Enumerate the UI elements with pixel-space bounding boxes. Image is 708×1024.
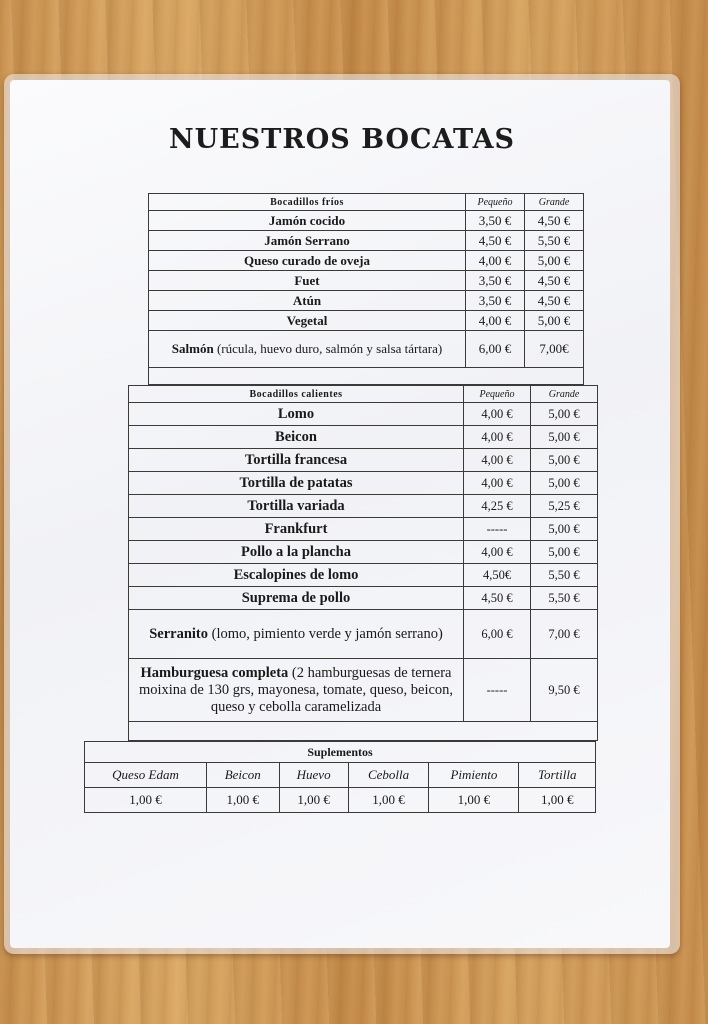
cold-section-title: Bocadillos fríos	[149, 194, 466, 211]
supplement-price: 1,00 €	[279, 788, 348, 813]
hot-item-name	[129, 426, 464, 449]
item-title: Fuet	[294, 272, 320, 288]
hot-sandwiches-table	[128, 385, 598, 741]
item-title: Queso curado de oveja	[243, 252, 371, 268]
cold-price-small: 6,00 €	[466, 331, 525, 368]
hot-item-name	[129, 449, 464, 472]
item-title: Salmón	[171, 341, 214, 356]
hot-price-large: 5,00 €	[531, 518, 598, 541]
cold-item-row	[149, 211, 584, 231]
item-description: (2 hamburguesas de ternera moixina de 130 grs, mayonesa, tomate, queso, beicon, queso y cebolla caramelizada	[138, 664, 454, 715]
cold-item-row	[149, 331, 584, 368]
cold-item-name	[149, 211, 466, 231]
cold-price-small: 3,50 €	[466, 291, 525, 311]
cold-price-large: 4,50 €	[525, 271, 584, 291]
cold-item-name	[149, 231, 466, 251]
hot-price-small: -----	[464, 659, 531, 722]
cold-price-large: 4,50 €	[525, 291, 584, 311]
item-title: Pollo a la plancha	[241, 543, 351, 560]
hot-price-small: 4,00 €	[464, 541, 531, 564]
cold-item-name	[149, 311, 466, 331]
hot-item-name	[129, 472, 464, 495]
menu-title: NUESTROS BOCATAS	[168, 124, 516, 155]
item-title: Tortilla francesa	[244, 451, 348, 468]
hot-item-row	[129, 564, 598, 587]
hot-price-large: 9,50 €	[531, 659, 598, 722]
hot-price-large: 5,50 €	[531, 564, 598, 587]
cold-price-small: 3,50 €	[466, 271, 525, 291]
cold-price-large: 5,00 €	[525, 311, 584, 331]
hot-item-row	[129, 659, 598, 722]
supplement-price: 1,00 €	[206, 788, 279, 813]
hot-item-row	[129, 472, 598, 495]
hot-header-row	[129, 386, 598, 403]
cold-item-row	[149, 291, 584, 311]
item-title: Tortilla de patatas	[239, 474, 353, 491]
supplement-name: Pimiento	[429, 763, 519, 788]
supplements-title-row	[85, 742, 596, 763]
cold-item-row	[149, 311, 584, 331]
supplement-name: Beicon	[206, 763, 279, 788]
menu-sheet	[84, 124, 600, 813]
item-title: Atún	[292, 292, 322, 308]
hot-spacer-row	[129, 722, 598, 741]
item-title: Serranito	[149, 625, 209, 642]
cold-item-name	[149, 331, 466, 368]
hot-price-small: 4,00 €	[464, 472, 531, 495]
cold-item-name	[149, 291, 466, 311]
hot-price-large: 5,50 €	[531, 587, 598, 610]
hot-item-row	[129, 587, 598, 610]
hot-price-small: 4,50 €	[464, 587, 531, 610]
hot-price-small: 6,00 €	[464, 610, 531, 659]
hot-price-small: 4,50€	[464, 564, 531, 587]
hot-price-small: 4,00 €	[464, 426, 531, 449]
cold-item-row	[149, 251, 584, 271]
item-title: Suprema de pollo	[241, 589, 351, 606]
hot-item-name	[129, 518, 464, 541]
supplement-name: Huevo	[279, 763, 348, 788]
supplement-price: 1,00 €	[519, 788, 596, 813]
hot-item-row	[129, 403, 598, 426]
hot-item-row	[129, 449, 598, 472]
cold-price-large: 7,00€	[525, 331, 584, 368]
supplements-table	[84, 741, 596, 813]
hot-item-row	[129, 610, 598, 659]
cold-price-large: 5,50 €	[525, 231, 584, 251]
hot-col-small: Pequeño	[464, 386, 531, 403]
hot-item-row	[129, 426, 598, 449]
cold-header-row	[149, 194, 584, 211]
hot-item-row	[129, 495, 598, 518]
item-title: Lomo	[277, 405, 315, 422]
supplements-prices-row	[85, 788, 596, 813]
supplements-title: Suplementos	[85, 742, 596, 763]
cold-price-large: 5,00 €	[525, 251, 584, 271]
item-description: (rúcula, huevo duro, salmón y salsa tártara)	[213, 341, 443, 356]
hot-price-large: 5,00 €	[531, 472, 598, 495]
item-title: Beicon	[275, 428, 317, 445]
cold-col-small: Pequeño	[466, 194, 525, 211]
supplement-name: Queso Edam	[85, 763, 207, 788]
item-title: Hamburguesa completa	[140, 664, 289, 681]
cold-item-row	[149, 271, 584, 291]
hot-item-name	[129, 541, 464, 564]
hot-price-large: 5,00 €	[531, 541, 598, 564]
supplement-price: 1,00 €	[348, 788, 429, 813]
hot-price-large: 5,25 €	[531, 495, 598, 518]
supplement-name: Tortilla	[519, 763, 596, 788]
hot-price-large: 7,00 €	[531, 610, 598, 659]
cold-price-small: 4,50 €	[466, 231, 525, 251]
item-description: (lomo, pimiento verde y jamón serrano)	[208, 625, 443, 642]
hot-price-large: 5,00 €	[531, 426, 598, 449]
cold-price-small: 3,50 €	[466, 211, 525, 231]
cold-price-small: 4,00 €	[466, 311, 525, 331]
hot-col-large: Grande	[531, 386, 598, 403]
item-title: Jamón cocido	[268, 212, 346, 228]
cold-col-large: Grande	[525, 194, 584, 211]
supplements-names-row	[85, 763, 596, 788]
item-title: Jamón Serrano	[264, 232, 350, 248]
hot-item-row	[129, 518, 598, 541]
hot-item-name	[129, 659, 464, 722]
cold-sandwiches-table	[148, 193, 584, 385]
supplement-price: 1,00 €	[429, 788, 519, 813]
hot-item-name	[129, 403, 464, 426]
cold-item-name	[149, 271, 466, 291]
cold-item-name	[149, 251, 466, 271]
hot-price-small: 4,00 €	[464, 403, 531, 426]
item-title: Tortilla variada	[247, 497, 345, 514]
hot-price-small: -----	[464, 518, 531, 541]
cold-spacer-row	[149, 368, 584, 385]
hot-price-large: 5,00 €	[531, 403, 598, 426]
hot-price-large: 5,00 €	[531, 449, 598, 472]
cold-price-large: 4,50 €	[525, 211, 584, 231]
cold-item-row	[149, 231, 584, 251]
hot-item-name	[129, 564, 464, 587]
hot-section-title: Bocadillos calientes	[129, 386, 464, 403]
hot-item-name	[129, 495, 464, 518]
cold-price-small: 4,00 €	[466, 251, 525, 271]
supplement-name: Cebolla	[348, 763, 429, 788]
item-title: Vegetal	[286, 312, 328, 328]
item-title: Escalopines de lomo	[233, 566, 359, 583]
hot-price-small: 4,00 €	[464, 449, 531, 472]
hot-item-name	[129, 587, 464, 610]
item-title: Frankfurt	[264, 520, 328, 537]
hot-item-name	[129, 610, 464, 659]
supplement-price: 1,00 €	[85, 788, 207, 813]
hot-item-row	[129, 541, 598, 564]
hot-price-small: 4,25 €	[464, 495, 531, 518]
